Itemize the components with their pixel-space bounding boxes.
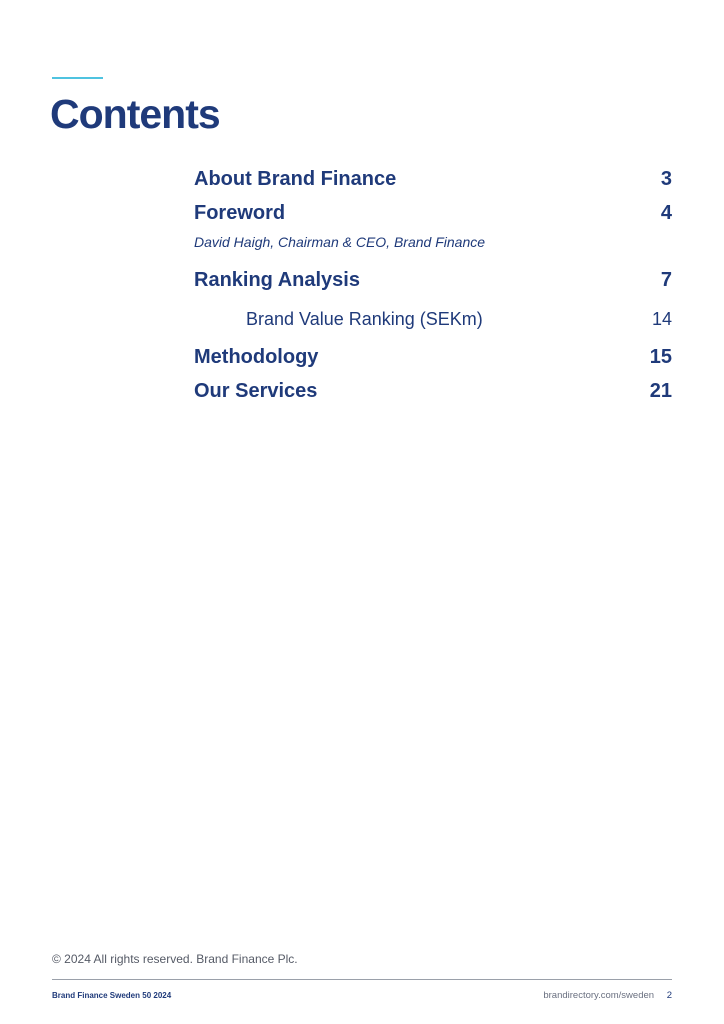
toc-entry-page-number: 21 [649,380,672,402]
footer-divider [52,979,672,980]
toc-entry-our-services[interactable] [194,380,672,403]
toc-entry-label: About Brand Finance [194,168,397,190]
footer-right [543,990,672,1001]
toc-entry-label: Our Services [194,380,318,402]
toc-entry-page-number: 15 [649,346,672,368]
toc-entry-page-number: 3 [660,168,672,190]
toc-entry-page-number: 7 [660,269,672,291]
footer-page-number: 2 [666,990,672,1001]
toc-entry-page-number: 4 [660,202,672,224]
page-title: Contents [50,91,220,137]
toc-entry-label: Methodology [194,346,319,368]
title-accent-line [52,77,103,79]
toc-entry-methodology[interactable] [194,346,672,369]
toc-entry-subtitle: David Haigh, Chairman & CEO, Brand Finance [194,234,486,250]
toc-entry-foreword[interactable] [194,202,672,225]
footer-website-link[interactable]: brandirectory.com/sweden [543,990,655,1001]
footer-report-name: Brand Finance Sweden 50 2024 [52,991,172,1000]
toc-entry-page-number: 14 [651,309,672,329]
toc-entry-brand-value-ranking[interactable] [194,309,672,330]
toc-entry-label: Ranking Analysis [194,269,360,291]
copyright-notice: © 2024 All rights reserved. Brand Finance Plc. [52,952,298,966]
toc-entry-label: Brand Value Ranking (SEKm) [246,309,483,329]
toc-entry-about-brand-finance[interactable] [194,168,672,191]
toc-entry-label: Foreword [194,202,286,224]
toc-entry-ranking-analysis[interactable] [194,269,672,292]
